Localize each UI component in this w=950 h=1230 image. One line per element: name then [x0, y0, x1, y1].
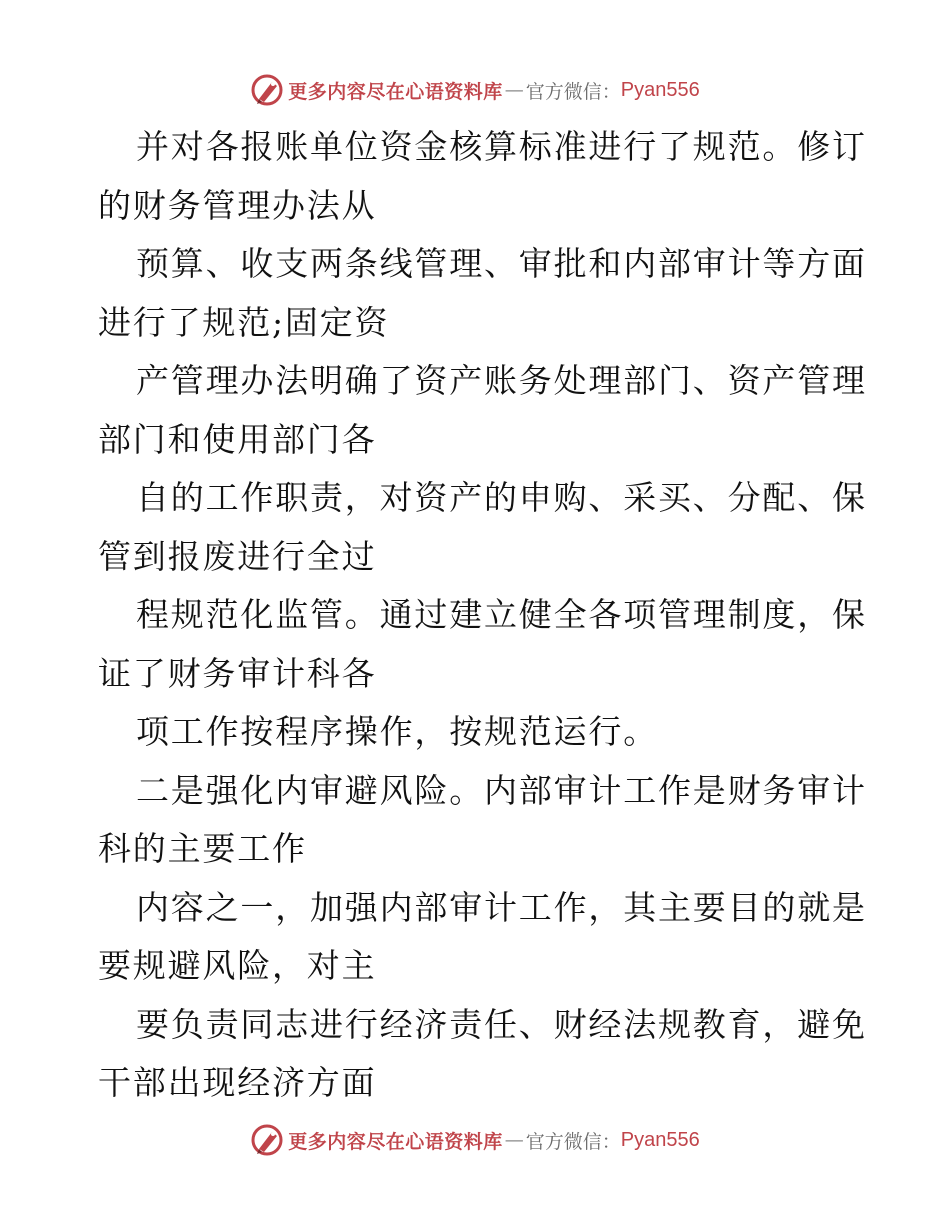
text-line: 科的主要工作: [98, 829, 307, 868]
text-line: 预算、收支两条线管理、审批和内部审计等方面: [136, 244, 867, 283]
text-line: 要规避风险，对主: [98, 946, 377, 985]
text-line: 内容之一，加强内部审计工作，其主要目的就是: [136, 887, 867, 927]
header-banner-label: 官方微信：: [525, 80, 621, 103]
text-line: 并对各报账单位资金核算标准进行了规范。修订: [136, 127, 867, 166]
text-line: 自的工作职责，对资产的申购、采买、分配、保: [136, 478, 867, 517]
text-line: 产管理办法明确了资产账务处理部门、资产管理: [136, 361, 867, 400]
header-banner-text: [288, 77, 700, 104]
header-banner-main: 更多内容尽在心语资料库: [288, 80, 503, 103]
text-line: 进行了规范;固定资: [98, 302, 390, 342]
pen-logo-icon: [250, 1123, 284, 1157]
footer-banner-main: 更多内容尽在心语资料库: [288, 1130, 503, 1153]
footer-banner-text: [288, 1127, 700, 1154]
document-body: [98, 118, 867, 1113]
header-banner-id: Pyan556: [620, 78, 700, 101]
text-line: 干部出现经济方面: [98, 1063, 377, 1102]
text-line: 程规范化监管。通过建立健全各项管理制度，保: [136, 595, 867, 634]
footer-banner-dash: —: [504, 1129, 524, 1151]
pen-logo-icon: [250, 73, 284, 107]
text-line: 部门和使用部门各: [98, 419, 377, 459]
text-line: 证了财务审计科各: [98, 653, 377, 693]
header-banner: [0, 70, 950, 110]
text-line: 二是强化内审避风险。内部审计工作是财务审计: [136, 770, 867, 810]
footer-banner-label: 官方微信：: [525, 1130, 621, 1153]
footer-banner: [0, 1120, 950, 1160]
text-line: 的财务管理办法从: [98, 185, 377, 225]
text-line: 管到报废进行全过: [98, 536, 377, 576]
header-banner-dash: —: [504, 79, 524, 101]
text-line: 项工作按程序操作，按规范运行。: [136, 712, 658, 751]
text-line: 要负责同志进行经济责任、财经法规教育，避免: [136, 1004, 867, 1044]
footer-banner-id: Pyan556: [620, 1128, 700, 1151]
